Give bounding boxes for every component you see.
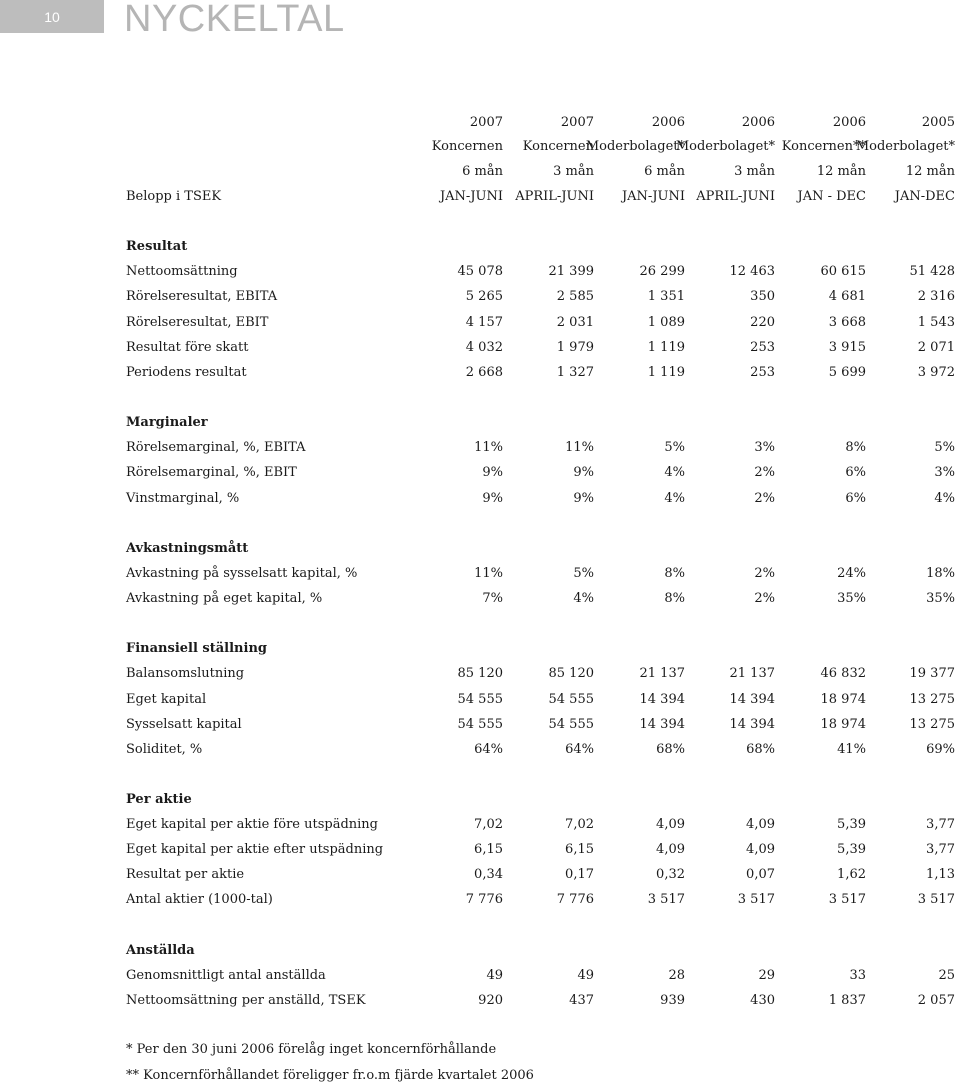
table-row (0, 865, 960, 885)
table-cell: 253 (750, 365, 775, 380)
section-title-row (0, 413, 960, 433)
table-cell: 29 (758, 968, 775, 983)
table-cell: 35% (837, 591, 866, 606)
table-cell: 14 394 (639, 717, 685, 732)
row-label: Periodens resultat (126, 365, 247, 380)
header-year: 2007 (560, 115, 594, 130)
row-label: Sysselsatt kapital (126, 717, 242, 732)
table-cell: 11% (474, 440, 503, 455)
section-title: Avkastningsmått (126, 541, 249, 556)
table-cell: 68% (656, 742, 685, 757)
section-title: Marginaler (126, 415, 208, 430)
row-label: Soliditet, % (126, 742, 203, 757)
section-title: Anställda (126, 943, 195, 958)
table-cell: 85 120 (548, 666, 594, 681)
table-row (0, 840, 960, 860)
section-title-row (0, 639, 960, 659)
table-cell: 2% (754, 591, 775, 606)
table-cell: 220 (750, 315, 775, 330)
table-row (0, 262, 960, 282)
header-period-row (0, 187, 960, 207)
table-cell: 9% (573, 465, 594, 480)
table-cell: 64% (565, 742, 594, 757)
table-row (0, 489, 960, 509)
table-cell: 920 (478, 993, 503, 1008)
header-year: 2006 (832, 115, 866, 130)
table-cell: 5,39 (837, 817, 866, 832)
header-period: JAN-JUNI (439, 189, 503, 204)
table-cell: 64% (474, 742, 503, 757)
table-cell: 0,34 (474, 867, 503, 882)
table-cell: 1 979 (556, 340, 594, 355)
page-title: NYCKELTAL (124, 0, 345, 40)
table-cell: 13 275 (909, 717, 955, 732)
table-row (0, 715, 960, 735)
table-cell: 3 668 (828, 315, 866, 330)
table-cell: 5,39 (837, 842, 866, 857)
table-row (0, 338, 960, 358)
footnote: ** Koncernförhållandet föreligger fr.o.m fjärde kvartalet 2006 (126, 1068, 534, 1083)
table-cell: 18% (926, 566, 955, 581)
table-cell: 11% (474, 566, 503, 581)
table-cell: 4% (573, 591, 594, 606)
row-label: Nettoomsättning (126, 264, 238, 279)
table-cell: 5% (573, 566, 594, 581)
table-row (0, 664, 960, 684)
table-cell: 8% (664, 591, 685, 606)
table-cell: 939 (660, 993, 685, 1008)
table-cell: 253 (750, 340, 775, 355)
table-cell: 1 351 (647, 289, 685, 304)
row-label: Eget kapital (126, 692, 207, 707)
table-cell: 68% (746, 742, 775, 757)
header-duration-row (0, 162, 960, 182)
table-cell: 4 157 (465, 315, 503, 330)
table-cell: 13 275 (909, 692, 955, 707)
table-cell: 21 137 (729, 666, 775, 681)
header-year: 2007 (469, 115, 503, 130)
row-label: Rörelseresultat, EBITA (126, 289, 278, 304)
header-duration: 3 mån (734, 164, 775, 179)
table-cell: 14 394 (639, 692, 685, 707)
table-row (0, 991, 960, 1011)
footnote: * Per den 30 juni 2006 förelåg inget koncernförhållande (126, 1042, 497, 1057)
table-cell: 7 776 (465, 892, 503, 907)
header-entity-row (0, 137, 960, 157)
section-title-row (0, 237, 960, 257)
table-cell: 1 543 (917, 315, 955, 330)
table-cell: 41% (837, 742, 866, 757)
row-label: Balansomslutning (126, 666, 245, 681)
table-cell: 2% (754, 491, 775, 506)
table-cell: 54 555 (548, 717, 594, 732)
table-cell: 2% (754, 465, 775, 480)
header-year-row (0, 113, 960, 133)
row-label: Avkastning på eget kapital, % (126, 591, 323, 606)
table-cell: 49 (577, 968, 594, 983)
table-cell: 1,62 (837, 867, 866, 882)
table-cell: 3% (934, 465, 955, 480)
section-title: Resultat (126, 239, 188, 254)
header-period: JAN-JUNI (621, 189, 685, 204)
table-cell: 14 394 (729, 692, 775, 707)
table-cell: 8% (664, 566, 685, 581)
table-cell: 7 776 (556, 892, 594, 907)
table-cell: 4,09 (656, 842, 685, 857)
table-cell: 430 (750, 993, 775, 1008)
table-cell: 24% (837, 566, 866, 581)
header-year: 2006 (741, 115, 775, 130)
table-cell: 18 974 (820, 692, 866, 707)
table-row (0, 966, 960, 986)
header-period: JAN - DEC (797, 189, 866, 204)
table-cell: 12 463 (729, 264, 775, 279)
table-cell: 7,02 (565, 817, 594, 832)
table-cell: 2 668 (465, 365, 503, 380)
table-cell: 0,32 (656, 867, 685, 882)
table-cell: 6,15 (474, 842, 503, 857)
header-entity: Moderbolaget* (675, 139, 775, 154)
table-cell: 7% (482, 591, 503, 606)
table-cell: 21 137 (639, 666, 685, 681)
table-cell: 2 031 (556, 315, 594, 330)
section-title-row (0, 539, 960, 559)
row-label: Antal aktier (1000-tal) (126, 892, 273, 907)
row-label: Resultat före skatt (126, 340, 249, 355)
table-row (0, 564, 960, 584)
table-row (0, 438, 960, 458)
table-cell: 437 (569, 993, 594, 1008)
table-cell: 3 517 (647, 892, 685, 907)
table-cell: 3,77 (926, 842, 955, 857)
table-row (0, 463, 960, 483)
table-cell: 1,13 (926, 867, 955, 882)
table-cell: 6% (845, 465, 866, 480)
table-row (0, 690, 960, 710)
header-entity: Moderbolaget* (855, 139, 955, 154)
header-entity: Moderbolaget* (585, 139, 685, 154)
page-number: 10 (0, 0, 104, 33)
table-cell: 4 032 (465, 340, 503, 355)
header-period: APRIL-JUNI (515, 189, 594, 204)
table-cell: 3 517 (828, 892, 866, 907)
table-cell: 11% (565, 440, 594, 455)
header-period: JAN-DEC (894, 189, 955, 204)
header-entity: Koncernen (522, 139, 594, 154)
table-cell: 85 120 (457, 666, 503, 681)
header-duration: 3 mån (553, 164, 594, 179)
header-year: 2005 (921, 115, 955, 130)
table-cell: 2 057 (917, 993, 955, 1008)
table-cell: 26 299 (639, 264, 685, 279)
row-label: Eget kapital per aktie efter utspädning (126, 842, 384, 857)
table-cell: 3 915 (828, 340, 866, 355)
table-cell: 4% (664, 491, 685, 506)
section-title: Per aktie (126, 792, 192, 807)
table-cell: 5% (664, 440, 685, 455)
table-cell: 5% (934, 440, 955, 455)
table-cell: 5 265 (465, 289, 503, 304)
table-cell: 54 555 (548, 692, 594, 707)
header-entity: Koncernen (431, 139, 503, 154)
table-cell: 14 394 (729, 717, 775, 732)
table-cell: 3 972 (917, 365, 955, 380)
table-row (0, 363, 960, 383)
table-cell: 35% (926, 591, 955, 606)
table-cell: 0,17 (565, 867, 594, 882)
row-label: Resultat per aktie (126, 867, 245, 882)
table-cell: 51 428 (909, 264, 955, 279)
table-cell: 46 832 (820, 666, 866, 681)
table-cell: 2 071 (917, 340, 955, 355)
table-cell: 54 555 (457, 717, 503, 732)
table-cell: 49 (486, 968, 503, 983)
table-cell: 25 (938, 968, 955, 983)
table-cell: 9% (482, 491, 503, 506)
table-cell: 1 089 (647, 315, 685, 330)
table-row (0, 313, 960, 333)
header-period: APRIL-JUNI (696, 189, 775, 204)
table-cell: 18 974 (820, 717, 866, 732)
currency-label: Belopp i TSEK (126, 189, 222, 204)
table-cell: 5 699 (828, 365, 866, 380)
table-row (0, 890, 960, 910)
header-duration: 6 mån (462, 164, 503, 179)
table-cell: 69% (926, 742, 955, 757)
header-duration: 6 mån (644, 164, 685, 179)
row-label: Genomsnittligt antal anställda (126, 968, 326, 983)
table-cell: 6,15 (565, 842, 594, 857)
table-cell: 4,09 (746, 842, 775, 857)
table-cell: 3,77 (926, 817, 955, 832)
table-cell: 4% (934, 491, 955, 506)
table-cell: 8% (845, 440, 866, 455)
row-label: Eget kapital per aktie före utspädning (126, 817, 378, 832)
table-row (0, 589, 960, 609)
table-cell: 33 (849, 968, 866, 983)
section-title-row (0, 790, 960, 810)
header-duration: 12 mån (905, 164, 955, 179)
table-cell: 2 316 (917, 289, 955, 304)
row-label: Vinstmarginal, % (126, 491, 240, 506)
row-label: Rörelseresultat, EBIT (126, 315, 269, 330)
table-cell: 54 555 (457, 692, 503, 707)
table-cell: 350 (750, 289, 775, 304)
table-cell: 28 (668, 968, 685, 983)
table-cell: 1 837 (828, 993, 866, 1008)
table-cell: 4,09 (656, 817, 685, 832)
table-cell: 19 377 (909, 666, 955, 681)
table-row (0, 740, 960, 760)
table-cell: 2 585 (556, 289, 594, 304)
row-label: Rörelsemarginal, %, EBIT (126, 465, 297, 480)
table-cell: 3% (754, 440, 775, 455)
table-cell: 6% (845, 491, 866, 506)
table-cell: 1 119 (647, 365, 685, 380)
table-cell: 9% (573, 491, 594, 506)
table-cell: 4 681 (828, 289, 866, 304)
table-cell: 7,02 (474, 817, 503, 832)
table-cell: 2% (754, 566, 775, 581)
header-year: 2006 (651, 115, 685, 130)
table-cell: 4,09 (746, 817, 775, 832)
table-cell: 4% (664, 465, 685, 480)
table-cell: 45 078 (457, 264, 503, 279)
table-cell: 9% (482, 465, 503, 480)
table-row (0, 287, 960, 307)
table-cell: 1 119 (647, 340, 685, 355)
table-cell: 21 399 (548, 264, 594, 279)
table-cell: 3 517 (737, 892, 775, 907)
row-label: Avkastning på sysselsatt kapital, % (126, 566, 358, 581)
section-title-row (0, 941, 960, 961)
table-cell: 3 517 (917, 892, 955, 907)
row-label: Nettoomsättning per anställd, TSEK (126, 993, 366, 1008)
table-cell: 0,07 (746, 867, 775, 882)
table-cell: 1 327 (556, 365, 594, 380)
section-title: Finansiell ställning (126, 641, 267, 656)
table-cell: 60 615 (820, 264, 866, 279)
row-label: Rörelsemarginal, %, EBITA (126, 440, 306, 455)
header-duration: 12 mån (816, 164, 866, 179)
header-entity: Koncernen** (781, 139, 866, 154)
table-row (0, 815, 960, 835)
